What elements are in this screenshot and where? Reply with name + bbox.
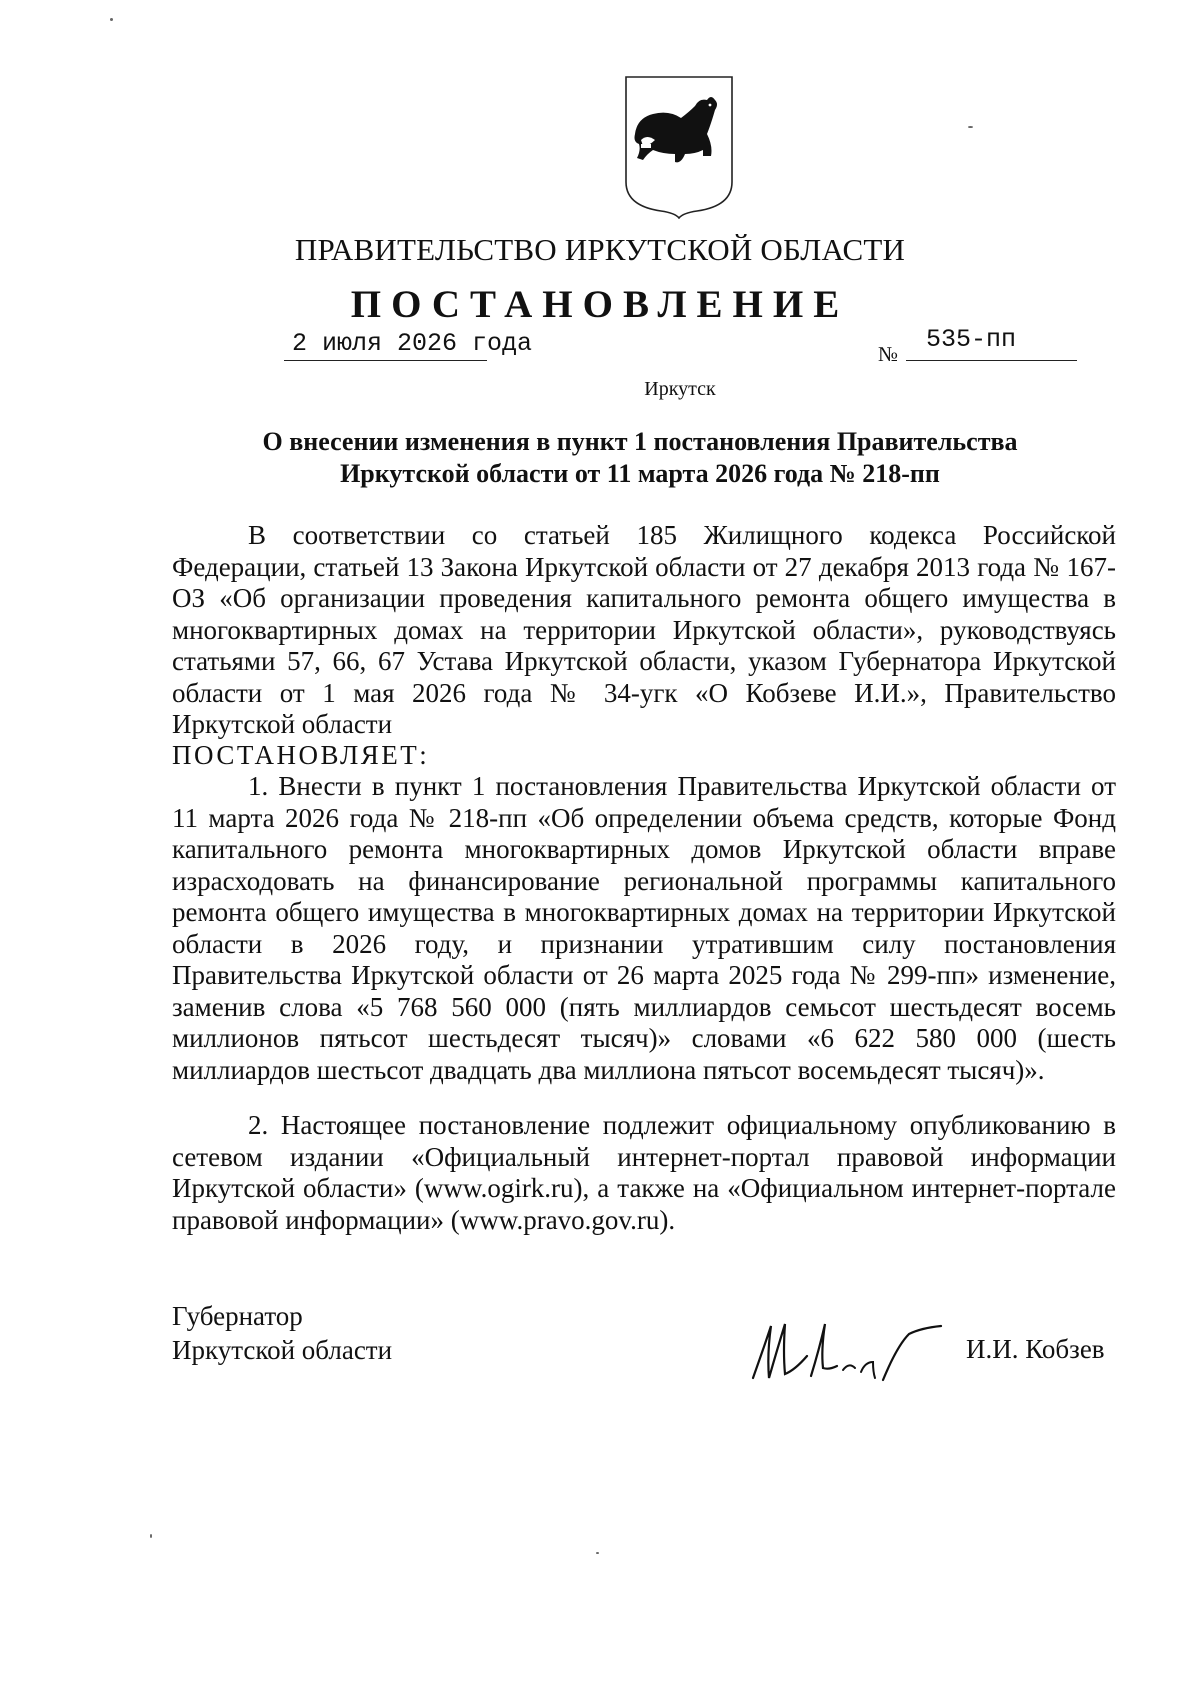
preamble-paragraph: [172, 520, 1116, 741]
signatory-name: И.И. Кобзев: [966, 1334, 1105, 1364]
scan-speck: [968, 126, 973, 128]
resolve-heading: ПОСТАНОВЛЯЕТ:: [172, 740, 430, 770]
item-1-paragraph: 1. Внести в пункт 1 постановления Правительства Иркутской области от 11 марта 2026 года № 218-пп «Об определении объема средств, которые Фонд капитального ремонта многоквартирных домов Иркутской области вправе израсходовать на финансирование региональной программы капитального ремонта общего имущества в многоквартирных домах на территории Иркутской области в 2026 году, и признании утратившим силу постановления Правительства Иркутской области от 26 марта 2025 года № 299-пп» изменение, заменив слова «5 768 560 000 (пять миллиардов семьсот шестьдесят восемь миллионов пятьсот шестьдесят тысяч)» словами «6 622 580 000 (шесть миллиардов шестьсот двадцать два миллиона пятьсот восемьдесят тысяч)».: [172, 771, 1116, 1085]
document-date: 2 июля 2026 года: [292, 329, 533, 358]
title-line-2: Иркутской области от 11 марта 2026 года № 218-пп: [340, 459, 940, 488]
organization-name: ПРАВИТЕЛЬСТВО ИРКУТСКОЙ ОБЛАСТИ: [294, 232, 906, 267]
scan-speck: [150, 1534, 152, 1538]
scan-speck: [110, 18, 113, 21]
scan-speck: [596, 1552, 599, 1554]
item-2-paragraph: 2. Настоящее постановление подлежит официальному опубликованию в сетевом издании «Официальный интернет-портал правовой информации Иркутской области» (www.ogirk.ru), а также на «Официальном интернет-портале правовой информации» (www.pravo.gov.ru).: [172, 1110, 1116, 1235]
coat-of-arms-emblem: [623, 74, 735, 219]
position-line-2: Иркутской области: [172, 1335, 393, 1365]
title-line-1: О внесении изменения в пункт 1 постановления Правительства: [262, 427, 1018, 456]
document-city: Иркутск: [644, 378, 716, 400]
document-type: ПОСТАНОВЛЕНИЕ: [350, 283, 850, 326]
document-title: [200, 426, 1080, 490]
signatory-position: [172, 1299, 392, 1367]
date-underline: [284, 360, 487, 361]
number-underline: [906, 360, 1077, 361]
position-line-1: Губернатор: [172, 1301, 303, 1331]
preamble-text: В соответствии со статьей 185 Жилищного кодекса Российской Федерации, статьей 13 Закона Иркутской области от 27 декабря 2013 года № 167-ОЗ «Об организации проведения капитального ремонта общего имущества в многоквартирных домах на территории Иркутской области», руководствуясь статьями 57, 66, 67 Устава Иркутской области, указом Губернатора Иркутской области от 1 мая 2026 года № 34-угк «О Кобзеве И.И.», Правительство Иркутской области: [172, 520, 1116, 739]
number-sign: №: [878, 342, 899, 366]
handwritten-signature: [749, 1310, 949, 1384]
document-number: 535-пп: [926, 325, 1017, 354]
